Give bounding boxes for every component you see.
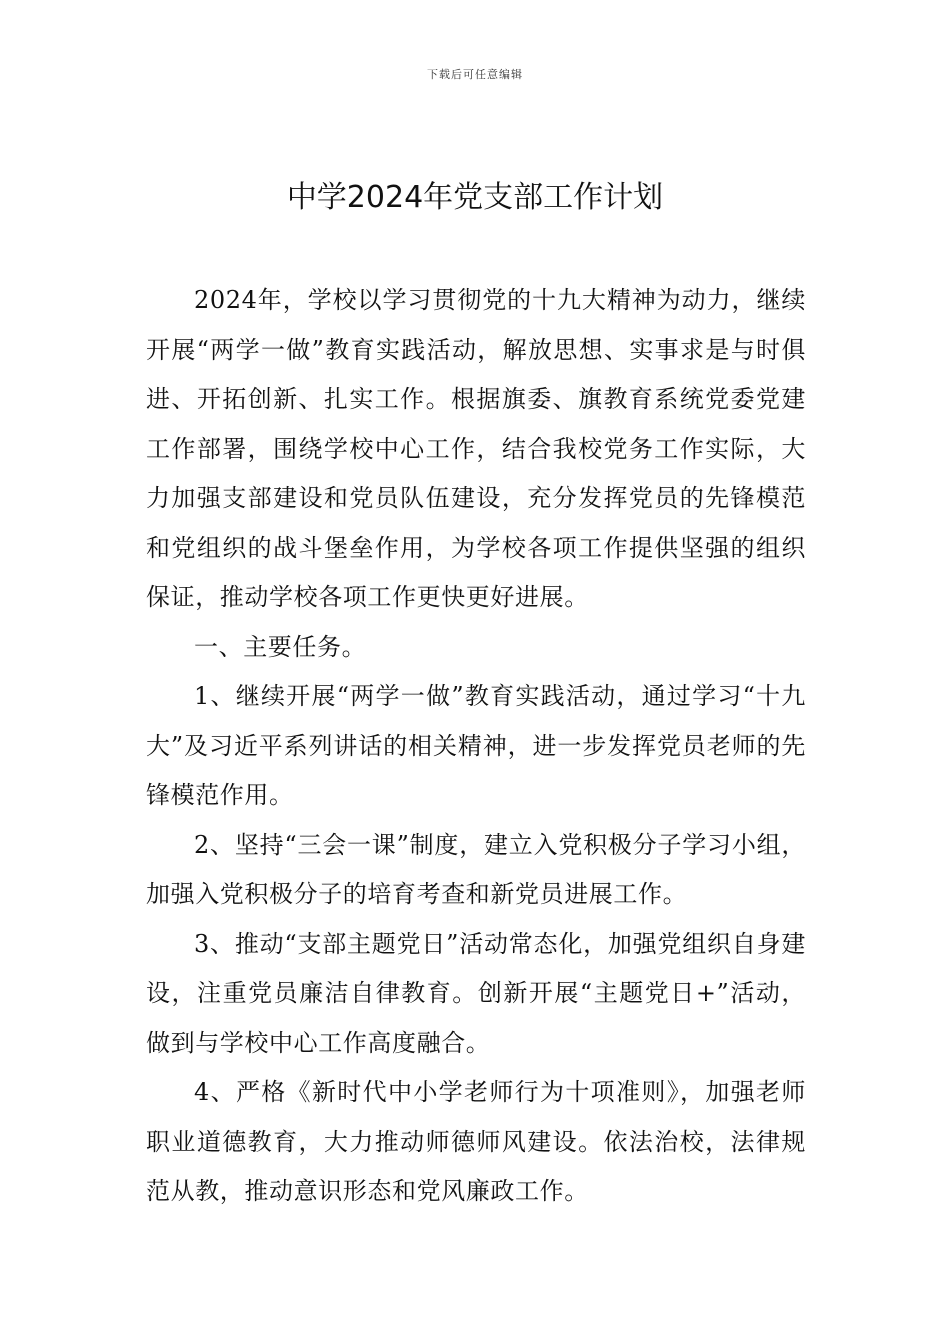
task-item-4: 4、严格《新时代中小学老师行为十项准则》，加强老师职业道德教育，大力推动师德师风建设。依法治校，法律规范从教，推动意识形态和党风廉政工作。 <box>146 1078 806 1205</box>
document-body <box>146 276 806 1217</box>
task-item-1: 1、继续开展“两学一做”教育实践活动，通过学习“十九大”及习近平系列讲话的相关精神，进一步发挥党员老师的先锋模范作用。 <box>146 682 806 809</box>
header-note: 下载后可任意编辑 <box>427 68 523 81</box>
task-item-3: 3、推动“支部主题党日”活动常态化，加强党组织自身建设，注重党员廉洁自律教育。创新开展“主题党日+”活动，做到与学校中心工作高度融合。 <box>146 929 806 1057</box>
intro-paragraph: 2024年，学校以学习贯彻党的十九大精神为动力，继续开展“两学一做”教育实践活动，解放思想、实事求是与时俱进、开拓创新、扎实工作。根据旗委、旗教育系统党委党建工作部署，围绕学校中心工作，结合我校党务工作实际，大力加强支部建设和党员队伍建设，充分发挥党员的先锋模范和党组织的战斗堡垒作用，为学校各项工作提供坚强的组织保证，推动学校各项工作更快更好进展。 <box>146 286 806 611</box>
section-heading-main-tasks: 一、主要任务。 <box>194 632 367 661</box>
task-item-2: 2、坚持“三会一课”制度，建立入党积极分子学习小组，加强入党积极分子的培育考查和新党员进展工作。 <box>146 830 806 908</box>
document-title: 中学2024年党支部工作计划 <box>286 180 664 215</box>
